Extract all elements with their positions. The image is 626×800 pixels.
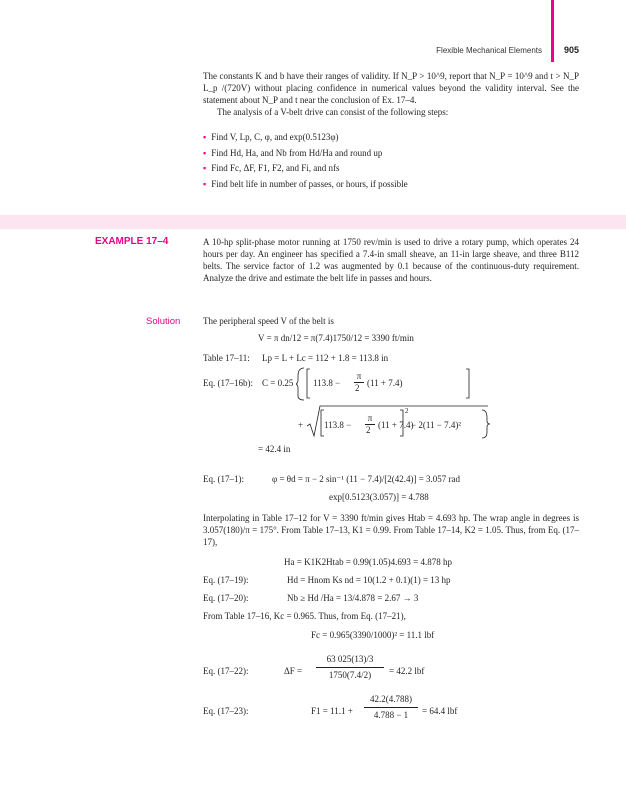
equation-c-lead: C = 0.25 [262,378,294,388]
bullet-icon: ▪ [203,178,207,189]
equation-df-den: 1750(7.4/2) [328,670,372,680]
interpolation-paragraph: Interpolating in Table 17–12 for V = 3390 ft/min gives Htab = 4.693 hp. The wrap angle in degrees is 3.057(180)/π = 175°. From Table 17–13, K1 = 0.99. From Table 17–14, K2 = 1.05. Thus, from Eq. (17–17), [203,513,579,547]
equation-f1-result: = 64.4 lbf [422,706,458,716]
equation-c-mid: (11 + 7.4) [367,378,403,388]
equation-c-term1: 113.8 − [313,378,341,388]
equation-ref-df: Eq. (17–22): [203,666,249,676]
list-item: ▪ Find Fc, ΔF, F1, F2, and Fi, and nfs [203,163,340,173]
solution-label: Solution [146,316,181,327]
intro-paragraph-2: The analysis of a V-belt drive can consist of the following steps: [217,107,449,117]
equation-c-two: 2 [355,383,360,393]
equation-ref-lp: Table 17–11: [203,353,250,363]
header-accent-rule [551,0,554,62]
equation-ref-hd: Eq. (17–19): [203,575,249,585]
equation-ha: Ha = K1K2Htab = 0.99(1.05)4.693 = 4.878 hp [284,557,452,567]
equation-lp: Lp = L + Lc = 112 + 1.8 = 113.8 in [262,353,389,363]
section-divider-band [0,215,626,229]
equation-c-result: = 42.4 in [258,444,291,454]
equation-nb: Nb ≥ Hd /Ha = 13/4.878 = 2.67 → 3 [287,593,419,603]
list-item: ▪ Find V, Lp, C, φ, and exp(0.5123φ) [203,132,339,142]
equation-ref-c: Eq. (17–16b): [203,378,253,388]
example-statement: A 10-hp split-phase motor running at 1750 rev/min is used to drive a rotary pump, which operates 24 hours per day. An engineer has specified a 7.4-in small sheave, an 11-in large sheave, and three B112 belts. The service factor of 1.2 was augmented by 0.1 because of the continuous-duty requirement. Analyze the drive and estimate the belt life in passes and hours. [203,237,579,283]
equation-hd: Hd = Hnom Ks nd = 10(1.2 + 0.1)(1) = 13 hp [287,575,451,585]
bullet-icon: ▪ [203,132,207,142]
example-label: EXAMPLE 17–4 [95,236,169,247]
equation-c-pi-b: π [367,413,373,423]
equation-c-term1b: 113.8 − [324,420,352,430]
kc-text: From Table 17–16, Kc = 0.965. Thus, from Eq. (17–21), [203,611,406,621]
equation-f1-lead: F1 = 11.1 + [311,706,353,716]
equation-v: V = π dn/12 = π(7.4)1750/12 = 3390 ft/min [258,333,414,343]
list-item: ▪ Find Hd, Ha, and Nb from Hd/Ha and round up [203,147,383,158]
fraction-bar [316,667,384,668]
equation-phi: φ = θd = π − 2 sin⁻¹ (11 − 7.4)/[2(42.4)] = 3.057 rad [272,474,461,484]
equation-f1-num: 42.2(4.788) [370,694,412,704]
intro-paragraph-1: The constants K and b have their ranges of validity. If N_P > 10^9, report that N_P = 10^9 and t > N_P L_p /(720V) without placing confidence in numerical values beyond the validity interval. See the statement about N_P and t near the conclusion of Ex. 17–4. [203,71,579,105]
equation-f1-den: 4.788 − 1 [373,710,409,720]
equation-c-plus: + [298,420,304,430]
equation-ref-phi: Eq. (17–1): [203,474,244,484]
equation-df-result: = 42.2 lbf [389,666,425,676]
equation-exp: exp[0.5123(3.057)] = 4.788 [329,492,429,502]
page-number: 905 [564,45,580,55]
bullet-icon: ▪ [203,163,207,173]
fraction-bar [364,707,418,708]
solution-intro: The peripheral speed V of the belt is [203,316,334,326]
equation-ref-f1: Eq. (17–23): [203,706,249,716]
equation-c-mid-b: (11 + 7.4) [378,420,414,430]
bullet-icon: ▪ [203,147,207,158]
analysis-steps-list [203,131,408,193]
equation-ref-nb: Eq. (17–20): [203,593,249,603]
equation-c-two-b: 2 [366,425,371,435]
running-title: Flexible Mechanical Elements [436,46,542,55]
equation-df-num: 63 025(13)/3 [326,654,374,664]
list-item: ▪ Find belt life in number of passes, or hours, if possible [203,178,408,189]
equation-c-pi: π [356,371,362,381]
equation-fc: Fc = 0.965(3390/1000)² = 11.1 lbf [311,630,435,640]
equation-df-lead: ΔF = [284,666,303,676]
equation-c-square: 2 [405,407,409,415]
equation-c-tail: − 2(11 − 7.4)² [411,420,462,430]
